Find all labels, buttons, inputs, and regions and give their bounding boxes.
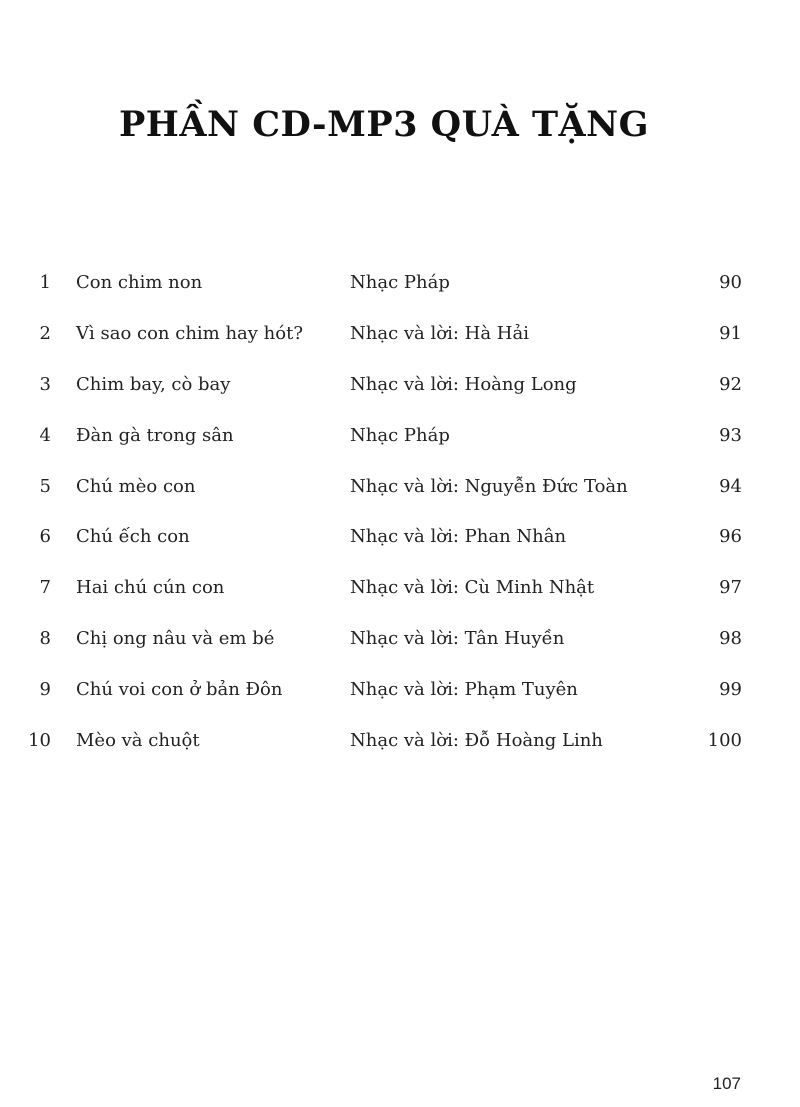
song-author: Nhạc và lời: Đỗ Hoàng Linh <box>350 730 603 752</box>
list-item <box>0 512 800 563</box>
song-title: Hai chú cún con <box>76 577 225 599</box>
song-page: 90 <box>719 272 742 293</box>
list-item <box>0 462 800 513</box>
song-number: 9 <box>39 679 51 701</box>
song-number: 2 <box>39 322 51 344</box>
song-title: Mèo và chuột <box>76 730 200 752</box>
song-page: 94 <box>719 475 742 497</box>
list-item <box>0 411 800 462</box>
list-item <box>0 665 800 716</box>
song-author: Nhạc và lời: Hoàng Long <box>350 373 577 395</box>
song-page: 92 <box>719 373 742 395</box>
list-item <box>0 614 800 665</box>
list-item <box>0 258 800 309</box>
song-page: 97 <box>719 577 742 599</box>
song-number: 6 <box>39 526 51 548</box>
song-author: Nhạc và lời: Cù Minh Nhật <box>350 577 595 599</box>
list-item <box>0 309 800 360</box>
song-number: 3 <box>39 373 51 395</box>
song-title: Chú voi con ở bản Đôn <box>76 679 283 701</box>
song-title: Chú mèo con <box>76 475 196 497</box>
song-author: Nhạc và lời: Tân Huyền <box>350 628 565 650</box>
song-number: 4 <box>39 424 51 446</box>
song-number: 10 <box>28 730 51 752</box>
song-page: 91 <box>719 322 742 344</box>
song-author: Nhạc và lời: Phan Nhân <box>350 526 567 548</box>
song-page: 96 <box>719 526 742 548</box>
song-list <box>0 258 800 767</box>
song-title: Chim bay, cò bay <box>76 373 231 395</box>
song-title: Vì sao con chim hay hót? <box>76 322 303 344</box>
song-title: Đàn gà trong sân <box>76 424 234 446</box>
list-item <box>0 716 800 767</box>
page-number: 107 <box>712 1074 741 1093</box>
song-number: 8 <box>39 628 51 650</box>
song-page: 100 <box>707 730 742 752</box>
song-author: Nhạc Pháp <box>350 272 450 293</box>
song-author: Nhạc và lời: Hà Hải <box>350 322 529 344</box>
song-page: 93 <box>719 424 742 446</box>
song-number: 7 <box>39 577 51 599</box>
page-title: PHẦN CD-MP3 QUÀ TẶNG <box>118 104 650 145</box>
song-author: Nhạc và lời: Phạm Tuyên <box>350 679 578 701</box>
list-item <box>0 563 800 614</box>
song-page: 98 <box>719 628 742 650</box>
song-number: 1 <box>39 272 51 293</box>
song-title: Chú ếch con <box>76 526 190 548</box>
song-number: 5 <box>39 475 51 497</box>
song-author: Nhạc Pháp <box>350 424 450 446</box>
list-item <box>0 360 800 411</box>
song-author: Nhạc và lời: Nguyễn Đức Toàn <box>350 475 628 497</box>
song-title: Chị ong nâu và em bé <box>76 628 275 650</box>
song-title: Con chim non <box>76 272 203 293</box>
song-page: 99 <box>719 679 742 701</box>
